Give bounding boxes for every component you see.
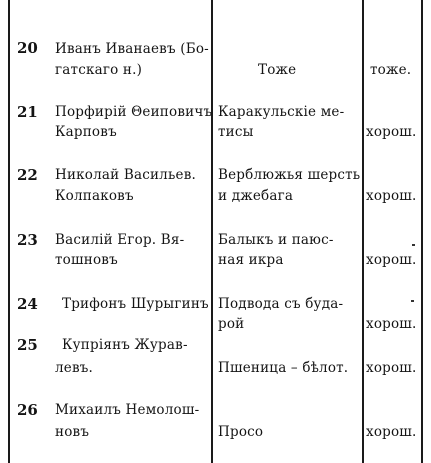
quality-cell: хорош. [366, 360, 417, 376]
merchant-name-line-1: Порфирій Θеиповичъ [55, 104, 213, 120]
merchant-name-line-2: гатскаго н.) [55, 62, 143, 78]
merchant-name-line-2: левъ. [55, 360, 94, 376]
row-number: 20 [17, 39, 38, 57]
row-number: 23 [17, 231, 38, 249]
print-speck [411, 300, 414, 302]
column-rule-right [421, 0, 423, 463]
row-number: 26 [17, 401, 38, 419]
column-rule-left [8, 0, 10, 463]
quality-cell: хорош. [366, 424, 417, 440]
merchant-name-line-1: Иванъ Иванаевъ (Бо- [55, 41, 209, 57]
merchant-name-line-1: Михаилъ Немолош- [55, 402, 200, 418]
merchant-name-line-1: Николай Васильев. [55, 167, 196, 183]
quality-cell: хорош. [366, 188, 417, 204]
row-number: 21 [17, 103, 38, 121]
quality-cell: хорош. [366, 252, 417, 268]
merchant-name-line-2: тошновъ [55, 252, 118, 268]
merchant-name-line-1: Купріянъ Журав- [62, 337, 188, 353]
goods-line-1: Подвода съ буда- [218, 296, 344, 312]
goods-line-2: тисы [218, 124, 254, 140]
goods-line-2: и джебага [218, 188, 294, 204]
print-speck [412, 244, 415, 246]
column-rule-name-goods [211, 0, 213, 463]
merchant-name-line-1: Василій Егор. Вя- [55, 232, 185, 248]
merchant-name-line-2: Карповъ [55, 124, 117, 140]
goods-line-2: рой [218, 316, 245, 332]
goods-line-1: Тоже [258, 62, 297, 78]
column-rule-goods-quality [362, 0, 364, 463]
merchant-name-line-2: новъ [55, 424, 90, 440]
quality-cell: тоже. [370, 62, 412, 78]
goods-line-2: Пшеница – бѣлот. [218, 360, 349, 376]
goods-line-1: Балыкъ и паюс- [218, 232, 334, 248]
goods-line-2: Просо [218, 424, 264, 440]
quality-cell: хорош. [366, 316, 417, 332]
merchant-name-line-1: Трифонъ Шурыгинъ [62, 296, 209, 312]
row-number: 25 [17, 336, 38, 354]
row-number: 22 [17, 166, 38, 184]
quality-cell: хорош. [366, 124, 417, 140]
row-number: 24 [17, 295, 38, 313]
merchant-name-line-2: Колпаковъ [55, 188, 134, 204]
goods-line-2: ная икра [218, 252, 284, 268]
goods-line-1: Каракульскіе ме- [218, 104, 345, 120]
goods-line-1: Верблюжья шерсть [218, 167, 361, 183]
